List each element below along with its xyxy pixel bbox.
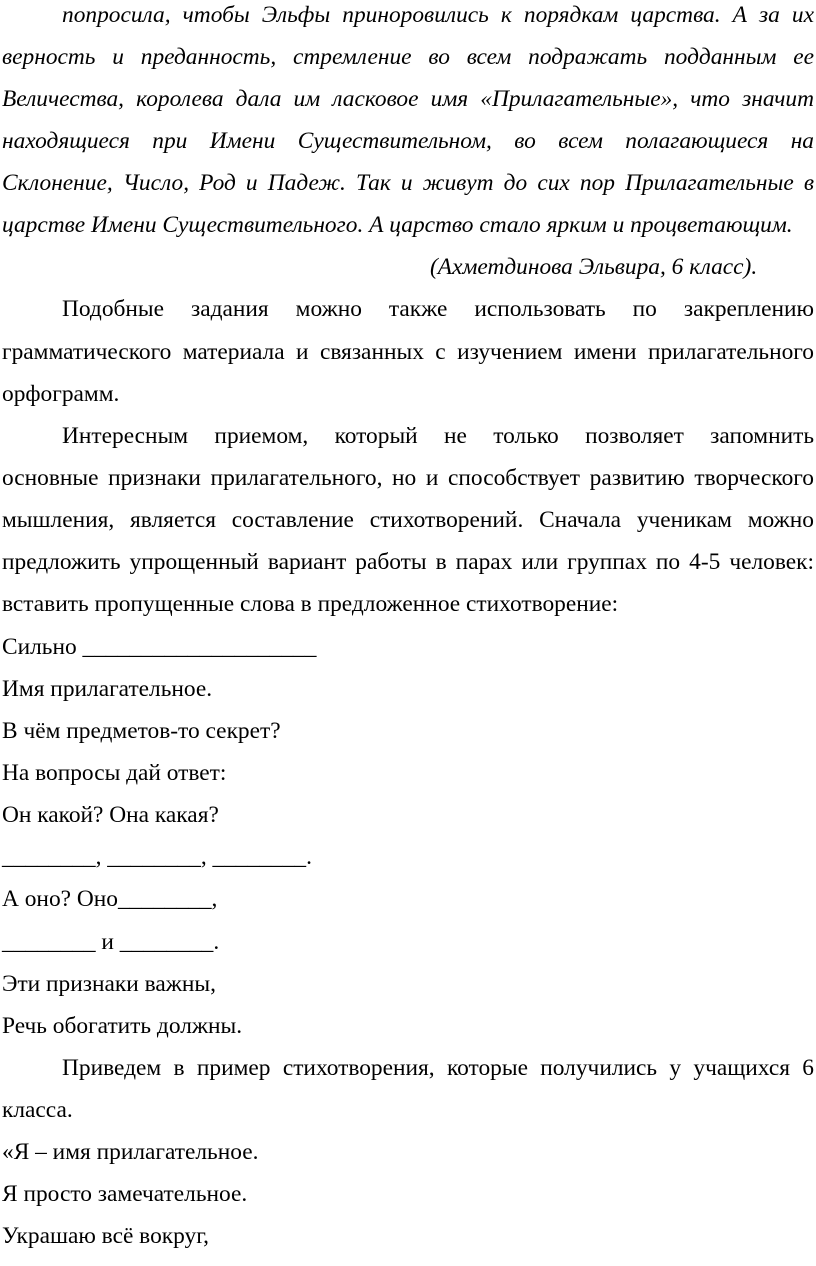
story-author: (Ахметдинова Эльвира, 6 класс). xyxy=(430,254,758,280)
story-line: Величества, королева дала им ласковое имя «Прилагательные», что значит xyxy=(2,86,814,112)
student-poem-line: «Я – имя прилагательное. xyxy=(2,1139,259,1165)
poem-line: На вопросы дай ответ: xyxy=(2,760,227,786)
poem-line: В чём предметов-то секрет? xyxy=(2,718,281,744)
student-poem-line: Я просто замечательное. xyxy=(2,1181,248,1207)
paragraph-line: Приведем в пример стихотворения, которые получились у учащихся 6 xyxy=(62,1055,814,1081)
story-line: верность и преданность, стремление во всем подражать подданным ее xyxy=(2,44,814,70)
poem-line: ________, ________, ________. xyxy=(2,844,312,870)
paragraph-line: предложить упрощенный вариант работы в парах или группах по 4-5 человек: xyxy=(2,549,814,575)
poem-line: Эти признаки важны, xyxy=(2,971,216,997)
poem-line: А оно? Оно________, xyxy=(2,886,218,912)
poem-line: Речь обогатить должны. xyxy=(2,1013,243,1039)
story-line: попросила, чтобы Эльфы приноровились к порядкам царства. А за их xyxy=(62,2,814,28)
paragraph-line: основные признаки прилагательного, но и способствует развитию творческого xyxy=(2,465,814,491)
paragraph-line: класса. xyxy=(2,1097,73,1123)
student-poem-line: Украшаю всё вокруг, xyxy=(2,1223,210,1249)
story-line: Склонение, Число, Род и Падеж. Так и живут до сих пор Прилагательные в xyxy=(2,170,814,196)
story-line: находящиеся при Имени Существительном, во всем полагающиеся на xyxy=(2,128,814,154)
poem-line: Сильно ____________________ xyxy=(2,634,317,660)
paragraph-line: Подобные задания можно также использовать по закреплению xyxy=(62,296,814,322)
paragraph-line: грамматического материала и связанных с изучением имени прилагательного xyxy=(2,339,814,365)
story-line: царстве Имени Существительного. А царство стало ярким и процветающим. xyxy=(2,212,793,238)
paragraph-line: Интересным приемом, который не только позволяет запомнить xyxy=(62,423,814,449)
paragraph-line: орфограмм. xyxy=(2,381,120,407)
poem-line: Он какой? Она какая? xyxy=(2,802,219,828)
poem-line: ________ и ________. xyxy=(2,929,220,955)
poem-line: Имя прилагательное. xyxy=(2,676,213,702)
paragraph-line: мышления, является составление стихотворений. Сначала ученикам можно xyxy=(2,507,814,533)
paragraph-line: вставить пропущенные слова в предложенное стихотворение: xyxy=(2,591,619,617)
